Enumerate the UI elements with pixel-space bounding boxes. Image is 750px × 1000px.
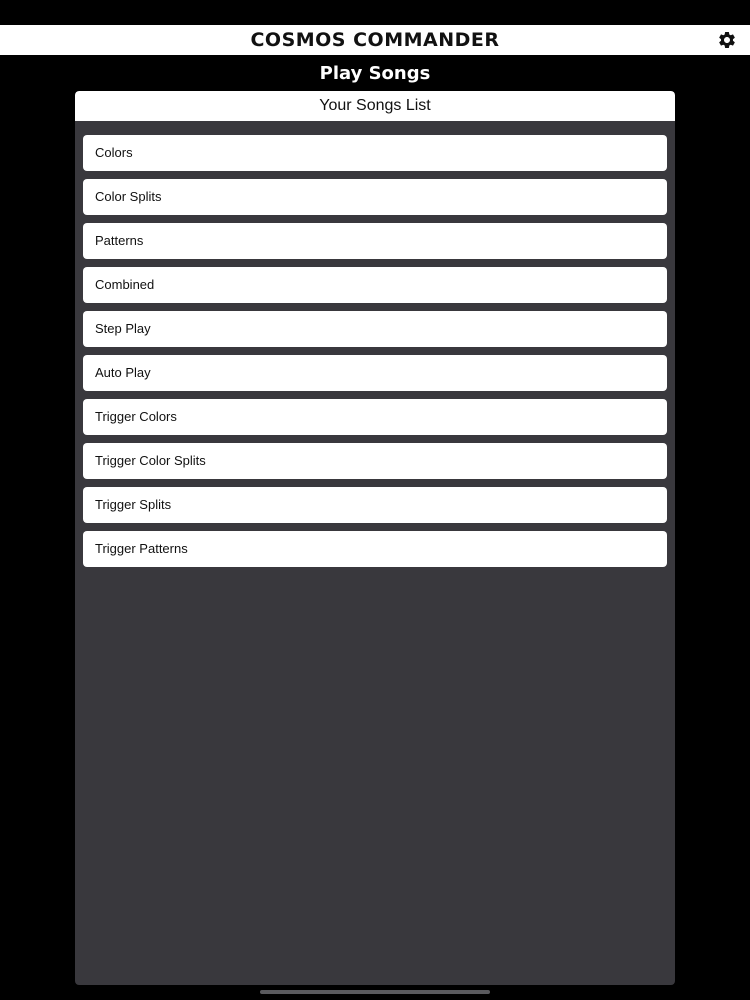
songs-panel xyxy=(75,91,675,985)
song-item-trigger-splits[interactable]: Trigger Splits xyxy=(83,487,667,523)
song-item-step-play[interactable]: Step Play xyxy=(83,311,667,347)
song-item-trigger-patterns[interactable]: Trigger Patterns xyxy=(83,531,667,567)
settings-button[interactable] xyxy=(717,30,737,50)
app-title: COSMOS COMMANDER xyxy=(250,29,500,51)
song-item-trigger-color-splits[interactable]: Trigger Color Splits xyxy=(83,443,667,479)
app-header xyxy=(0,25,750,55)
song-list xyxy=(75,121,675,567)
panel-title: Your Songs List xyxy=(75,91,675,121)
status-bar xyxy=(0,0,750,25)
song-item-auto-play[interactable]: Auto Play xyxy=(83,355,667,391)
page-title: Play Songs xyxy=(319,63,431,84)
song-item-color-splits[interactable]: Color Splits xyxy=(83,179,667,215)
home-indicator[interactable] xyxy=(260,990,490,994)
song-item-trigger-colors[interactable]: Trigger Colors xyxy=(83,399,667,435)
song-item-patterns[interactable]: Patterns xyxy=(83,223,667,259)
gear-icon xyxy=(717,30,737,50)
song-item-combined[interactable]: Combined xyxy=(83,267,667,303)
song-item-colors[interactable]: Colors xyxy=(83,135,667,171)
